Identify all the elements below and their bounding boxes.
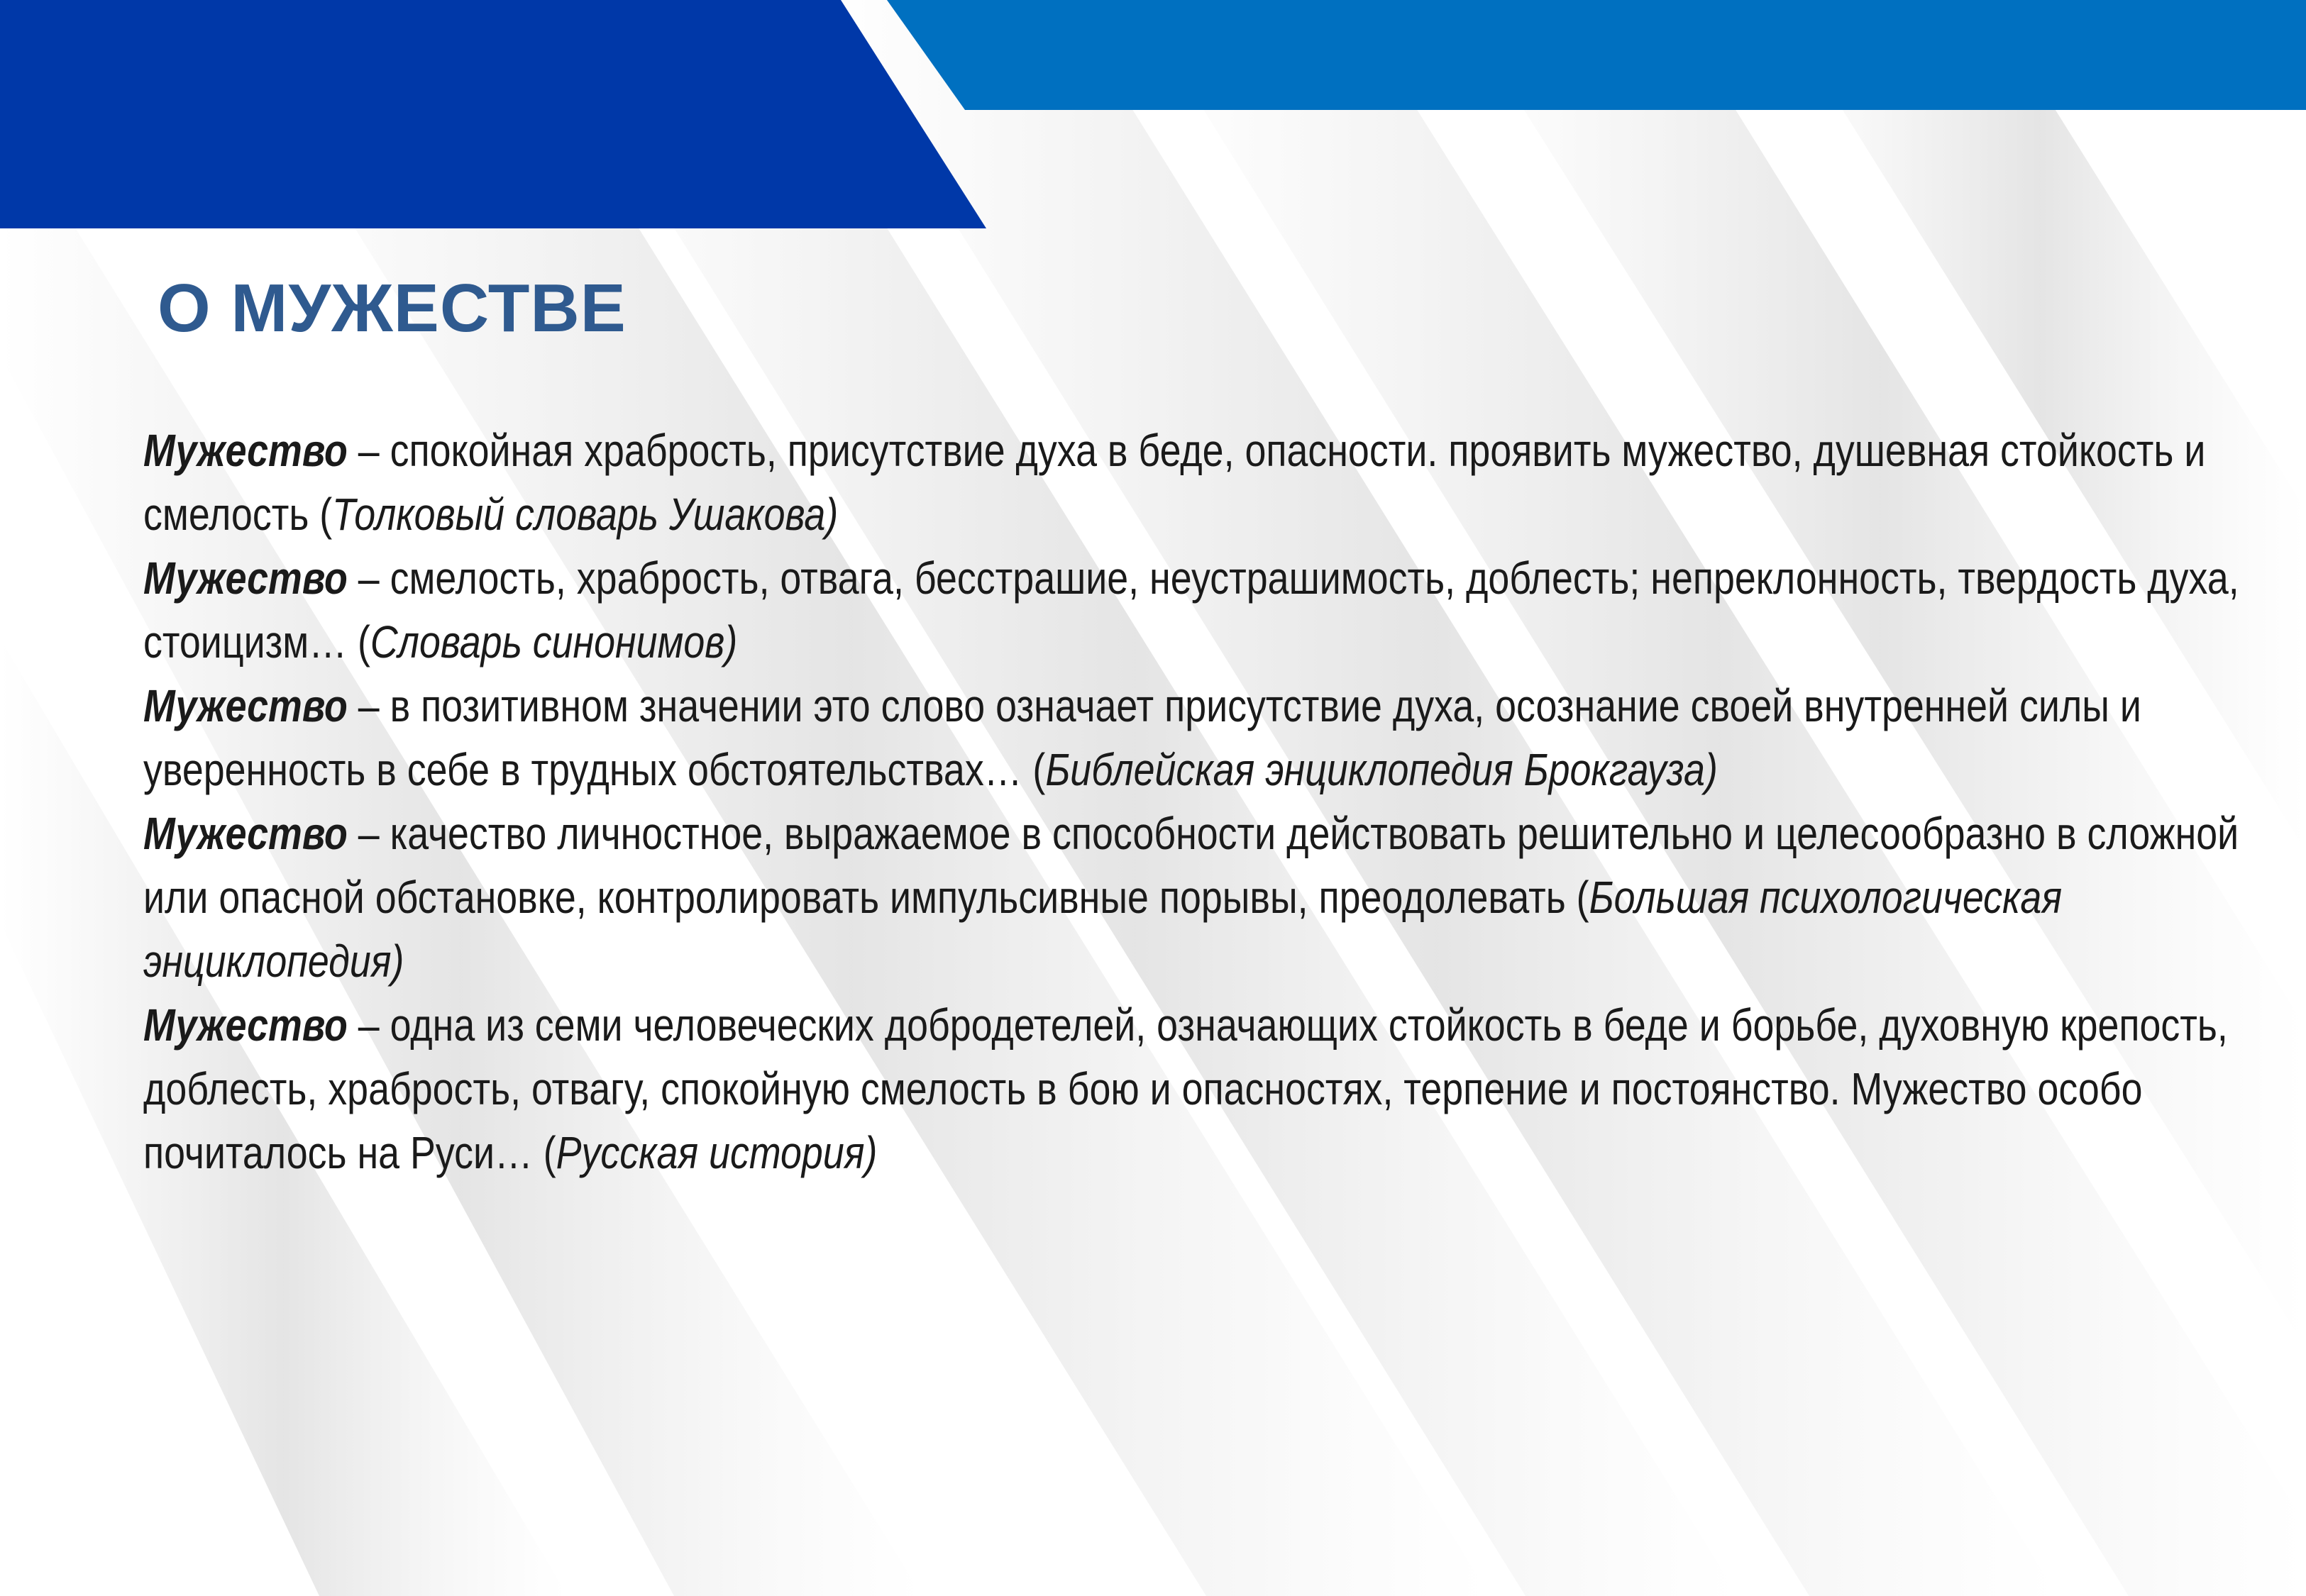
definition-term: Мужество xyxy=(143,999,348,1051)
definitions-list xyxy=(143,419,2244,1185)
definition-item xyxy=(143,993,2243,1185)
header-banner xyxy=(0,0,2306,234)
definition-text: – одна из семи человеческих добродетелей, означающих стойкость в беде и борьбе, духовную крепость, доблесть, храбрость, отвагу, спокойную смелость в бою и опасностях, терпение и постоянство. Мужество особо почиталось на Руси… ( xyxy=(143,999,2228,1178)
definition-item xyxy=(143,674,2243,802)
definition-term: Мужество xyxy=(143,808,348,859)
definition-text: – качество личностное, выражаемое в способности действовать решительно и целесообразно в сложной или опасной обстановке, контролировать импульсивные порывы, преодолевать ( xyxy=(143,808,2239,923)
definition-item xyxy=(143,802,2243,993)
definition-item xyxy=(143,546,2243,674)
definition-text: – спокойная храбрость, присутствие духа в беде, опасности. проявить мужество, душевная стойкость и смелость ( xyxy=(143,425,2206,540)
definition-source: Большая психологическая энциклопедия) xyxy=(143,872,2063,987)
definition-source: Толковый словарь Ушакова) xyxy=(332,489,839,540)
definition-source: Словарь синонимов) xyxy=(370,616,738,667)
definition-item xyxy=(143,419,2243,546)
definition-source: Русская история) xyxy=(556,1127,878,1178)
definition-source: Библейская энциклопедия Брокгауза) xyxy=(1045,744,1718,795)
header-light-blue-band xyxy=(887,0,2306,110)
definition-text: – в позитивном значении это слово означает присутствие духа, осознание своей внутренней силы и уверенность в себе в трудных обстоятельствах… ( xyxy=(143,680,2141,795)
definition-term: Мужество xyxy=(143,553,348,604)
definition-term: Мужество xyxy=(143,425,348,476)
header-dark-blue-band xyxy=(0,0,986,228)
definition-term: Мужество xyxy=(143,680,348,731)
slide-title: О МУЖЕСТВЕ xyxy=(158,270,627,346)
definition-text: – смелость, храбрость, отвага, бесстрашие, неустрашимость, доблесть; непреклонность, твердость духа, стоицизм… ( xyxy=(143,553,2239,667)
